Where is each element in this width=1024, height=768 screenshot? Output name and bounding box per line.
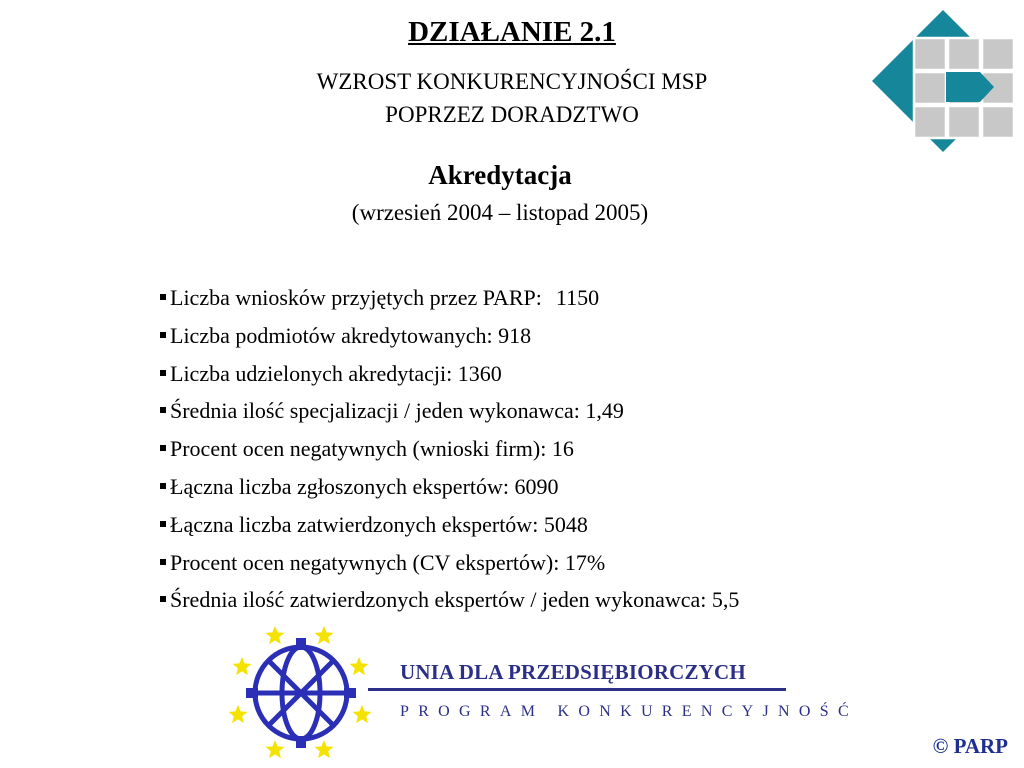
square-bullet-icon xyxy=(160,294,166,300)
page-title: DZIAŁANIE 2.1 xyxy=(408,16,616,48)
stat-value: 17% xyxy=(564,549,606,575)
subtitle-line-1: WZROST KONKURENCYJNOŚCI MSP xyxy=(316,69,708,94)
stat-label: Łączna liczba zgłoszonych ekspertów: xyxy=(170,473,510,499)
stat-value: 1,49 xyxy=(585,398,624,424)
section-title: Akredytacja xyxy=(428,160,572,190)
program-name: PROGRAM KONKURENCYJNOŚĆ xyxy=(400,703,858,720)
square-bullet-icon xyxy=(160,559,166,565)
stat-label: Średnia ilość zatwierdzonych ekspertów / jeden wykonawca: xyxy=(170,587,707,613)
square-bullet-icon xyxy=(160,596,166,602)
stat-value: 1360 xyxy=(457,360,502,386)
stat-label: Liczba udzielonych akredytacji: xyxy=(170,360,453,386)
stat-label: Procent ocen negatywnych (wnioski firm): xyxy=(170,436,547,462)
brand-name: UNIA DLA PRZEDSIĘBIORCZYCH xyxy=(400,660,746,684)
stat-item xyxy=(160,581,739,619)
stat-value: 16 xyxy=(551,436,574,462)
square-bullet-icon xyxy=(160,370,166,376)
brand-divider xyxy=(368,688,786,691)
stat-value: 1150 xyxy=(555,285,600,310)
square-bullet-icon xyxy=(160,483,166,489)
stat-item xyxy=(160,355,739,393)
stat-label: Liczba wniosków przyjętych przez PARP: xyxy=(170,285,542,310)
stat-item xyxy=(160,506,739,544)
square-bullet-icon xyxy=(160,445,166,451)
stat-value: 6090 xyxy=(514,473,559,499)
statistics-list xyxy=(160,279,739,619)
stat-item xyxy=(160,279,739,317)
subtitle-line-2: POPRZEZ DORADZTWO xyxy=(385,102,639,127)
square-bullet-icon xyxy=(160,521,166,527)
stat-label: Średnia ilość specjalizacji / jeden wykonawca: xyxy=(170,398,580,424)
stat-value: 5048 xyxy=(543,511,588,537)
square-bullet-icon xyxy=(160,407,166,413)
stat-label: Łączna liczba zatwierdzonych ekspertów: xyxy=(170,511,539,537)
eu-stars-wheel-logo-icon xyxy=(228,622,378,764)
stat-value: 918 xyxy=(498,322,532,348)
stat-item xyxy=(160,430,739,468)
stat-item xyxy=(160,468,739,506)
square-bullet-icon xyxy=(160,332,166,338)
stat-label: Liczba podmiotów akredytowanych: xyxy=(170,322,493,348)
stat-value: 5,5 xyxy=(711,587,740,613)
stat-item xyxy=(160,392,739,430)
stat-item xyxy=(160,544,739,582)
parp-corner-logo-icon xyxy=(870,8,1016,154)
copyright-notice: © PARP xyxy=(932,734,1008,758)
stat-label: Procent ocen negatywnych (CV ekspertów): xyxy=(170,549,560,575)
section-period: (wrzesień 2004 – listopad 2005) xyxy=(351,200,649,225)
stat-item xyxy=(160,317,739,355)
